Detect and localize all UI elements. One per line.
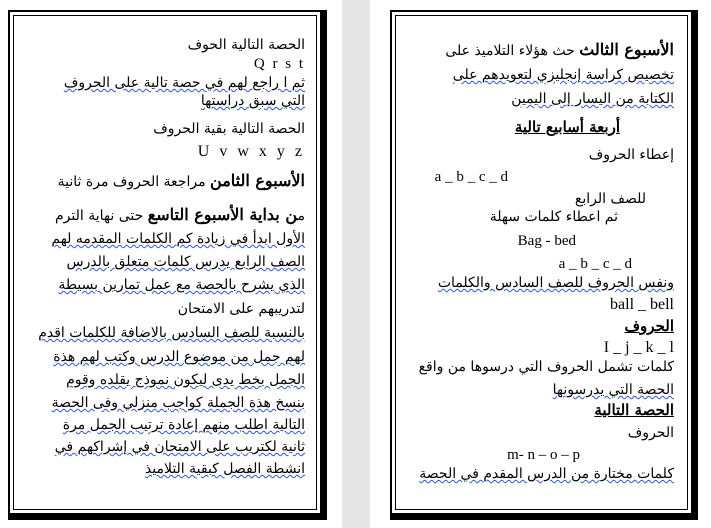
text-line: الحروف [627,425,674,441]
text-line: للصف الرابع [574,191,646,207]
text-line: التي سبق دراستها [200,93,305,109]
text-line: ثانية لكتريب على الامتحان في إشراكهم في [54,439,305,455]
text-line: بالنسبة للصف السادس بالاضافة للكلمات اقدم [38,325,305,341]
text-line: الحصة التالية الحوف [187,37,305,53]
section-title: الحصة التالية [594,401,674,419]
text-line: كلمات مختارة من الدرس المقدم في الحصة [419,466,674,482]
text-line: الذي يشرح بالحصة مع عمل تمارين بسيطة [58,277,305,293]
text-span: م [297,208,305,224]
text-line: ونفس الحروف للصف السادس والكلمات [437,275,674,291]
text-line: ball _ bell [610,296,674,313]
text-line: الصف الرابع يدرس كلمات متعلق بالدرس [66,254,305,270]
section-heading: الأسبوع الثالث [579,40,674,59]
text-line: لهم جمل من موضوع الدرس وكتب لهم هذة [53,349,305,365]
text-line [58,172,305,191]
text-span: مراجعة الحروف مرة ثانية [57,174,211,190]
text-line: Q r s t [253,56,305,72]
text-line: التالية اطلب منهم إعادة ترتيب الجمل مرة [62,417,305,433]
text-line: U v w x y z [197,143,305,160]
text-line: الكتابة من اليسار إلى اليمين [511,91,674,107]
text-line: الحصة التالية بقية الحروف [153,121,305,137]
section-title: أربعة أسابيع تالية [514,118,620,136]
text-line: ثم ا راجع لهم في حصة تالية على الحروف [63,75,305,91]
text-line: لتدريبهم على الامتحان [177,301,305,317]
text-span: حث هؤلاء التلاميذ على [445,43,580,59]
text-line: m- n – o – p [507,447,580,463]
text-line: الأول ابدأ في زيادة كم الكلمات المقدمه لهم [51,231,305,247]
document-page-left [8,10,327,520]
text-line: إعطاء الحروف [588,147,674,163]
text-line [445,41,674,60]
text-span: حتى نهاية الترم [55,208,148,224]
text-line: الحصة التي يدرسونها [552,382,674,398]
text-line: بنسخ هذة الجملة كواجب منزلي وفى الحصة [51,395,305,411]
section-title: الحروف [624,317,674,335]
text-line: تخصيص كراسة إنجليزي لتعويدهم على [452,67,674,83]
section-heading: الأسبوع الثامن [210,171,305,190]
text-line: a _ b _ c _ d [434,169,508,185]
text-line: Bag - bed [517,233,576,249]
text-line: ثم اعطاء كلمات سهلة [489,209,618,225]
section-heading: ن بداية الأسبوع التاسع [147,205,298,224]
text-line: كلمات تشمل الحروف التي درسوها من واقع [418,359,674,375]
text-line: a _ b _ c _ d [558,256,632,272]
text-line [55,206,305,225]
text-line: I _ j _ k _ l [603,339,674,356]
page-gutter [342,0,370,528]
document-page-right [390,10,698,520]
text-line: الجمل بخط يدى ليكون نموذج يقلده وقوم [66,372,305,388]
text-line: انشطة الفصل كبقية التلاميذ [144,461,305,477]
